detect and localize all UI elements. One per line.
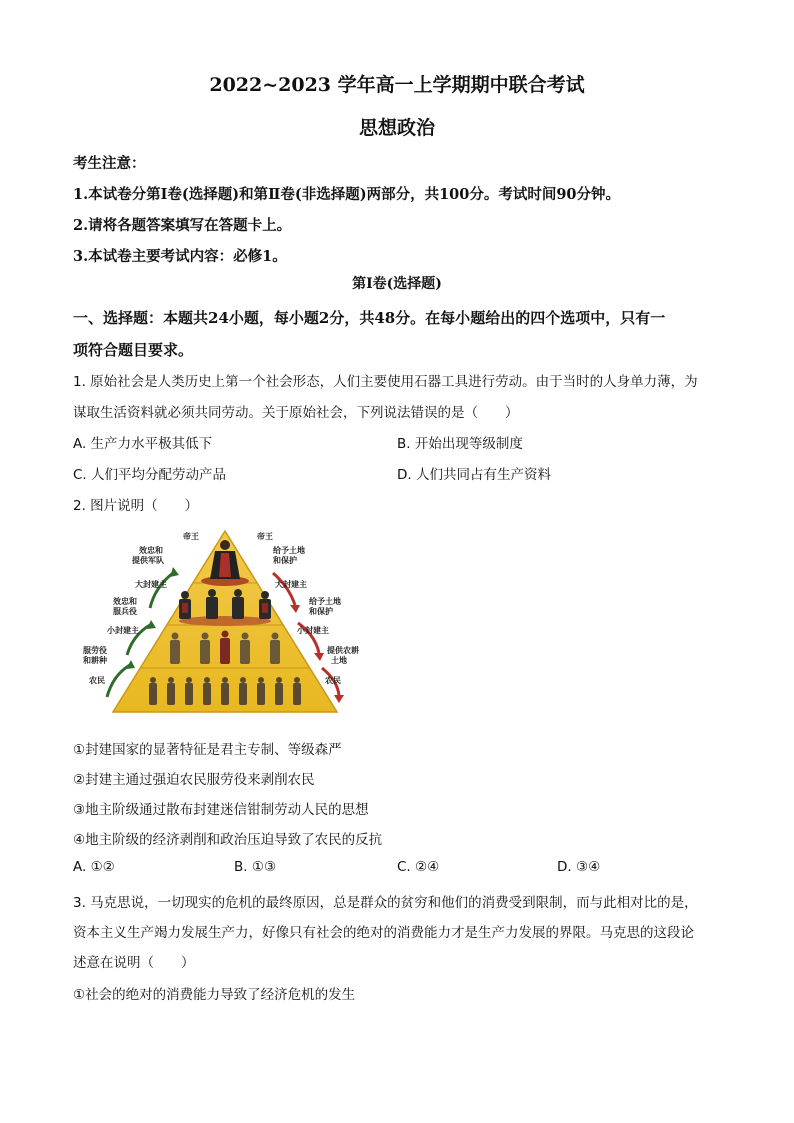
label-left-4: 效忠和 [113, 597, 137, 606]
q1-option-d: D. 人们共同占有生产资料 [397, 467, 551, 483]
label-right-1: 给予土地 [273, 546, 305, 555]
peasant-figures [149, 677, 301, 705]
q2-statement-2: ②封建主通过强迫农民服劳役来剥削农民 [73, 772, 315, 788]
q2-statement-1: ①封建国家的显著特征是君主专制、等级森严 [73, 742, 342, 758]
note-item-2: 2.请将各题答案填写在答题卡上。 [73, 217, 292, 234]
label-right-5: 和保护 [309, 607, 333, 616]
section-instruction-1: 一、选择题：本题共24小题，每小题2分，共48分。在每小题给出的四个选项中，只有一 [73, 309, 666, 327]
label-left-3: 大封建主 [135, 580, 167, 589]
q1-stem-line1: 1. 原始社会是人类历史上第一个社会形态，人们主要使用石器工具进行劳动。由于当时的人身单力薄，为 [73, 374, 698, 390]
exam-title: 2022~2023 学年高一上学期期中联合考试 [209, 74, 585, 96]
label-left-5: 服兵役 [113, 607, 137, 616]
q2-option-d: D. ③④ [557, 859, 601, 875]
label-left-7: 服劳役 [83, 646, 107, 655]
label-left-6: 小封建主 [107, 626, 139, 635]
q3-stem-line3: 述意在说明（ ） [73, 955, 195, 971]
label-emperor-right: 帝王 [257, 532, 273, 541]
label-left-2: 提供军队 [132, 556, 164, 565]
q3-stem-line2: 资本主义生产竭力发展生产力，好像只有社会的绝对的消费能力才是生产力发展的界限。马克思的这段论 [73, 925, 694, 941]
label-right-2: 和保护 [273, 556, 297, 565]
q3-stem-line1: 3. 马克思说，一切现实的危机的最终原因，总是群众的贫穷和他们的消费受到限制，而与此相对比的是， [73, 895, 698, 911]
q2-statement-4: ④地主阶级的经济剥削和政治压迫导致了农民的反抗 [73, 832, 383, 848]
q2-statement-3: ③地主阶级通过散布封建迷信钳制劳动人民的思想 [73, 802, 369, 818]
subject-title: 思想政治 [358, 117, 435, 139]
section-title: 第Ⅰ卷(选择题) [352, 276, 442, 292]
notes-heading: 考生注意： [73, 155, 146, 172]
label-left-9: 农民 [89, 676, 105, 685]
label-left-8: 和耕种 [83, 656, 107, 665]
feudal-pyramid-figure [75, 525, 375, 720]
q1-option-c: C. 人们平均分配劳动产品 [73, 467, 227, 483]
label-right-7: 提供农耕 [327, 646, 359, 655]
label-left-1: 效忠和 [139, 546, 163, 555]
q2-option-c: C. ②④ [397, 859, 440, 875]
q2-stem: 2. 图片说明（ ） [73, 498, 199, 514]
q2-option-a: A. ①② [73, 859, 115, 875]
q2-option-b: B. ①③ [234, 859, 277, 875]
note-item-1: 1.本试卷分第Ⅰ卷(选择题)和第Ⅱ卷(非选择题)两部分，共100分。考试时间90分钟。 [73, 186, 621, 203]
label-emperor-left: 帝王 [183, 532, 199, 541]
note-item-3: 3.本试卷主要考试内容：必修1。 [73, 248, 287, 265]
section-instruction-2: 项符合题目要求。 [73, 341, 194, 359]
label-right-8: 土地 [331, 656, 347, 665]
label-right-3: 大封建主 [275, 580, 307, 589]
label-right-6: 小封建主 [297, 626, 329, 635]
label-right-4: 给予土地 [309, 597, 341, 606]
q3-statement-1: ①社会的绝对的消费能力导致了经济危机的发生 [73, 987, 356, 1003]
label-right-9: 农民 [325, 676, 341, 685]
q1-option-b: B. 开始出现等级制度 [397, 436, 523, 452]
q1-stem-line2: 谋取生活资料就必须共同劳动。关于原始社会，下列说法错误的是（ ） [73, 405, 519, 421]
q1-option-a: A. 生产力水平极其低下 [73, 436, 213, 452]
